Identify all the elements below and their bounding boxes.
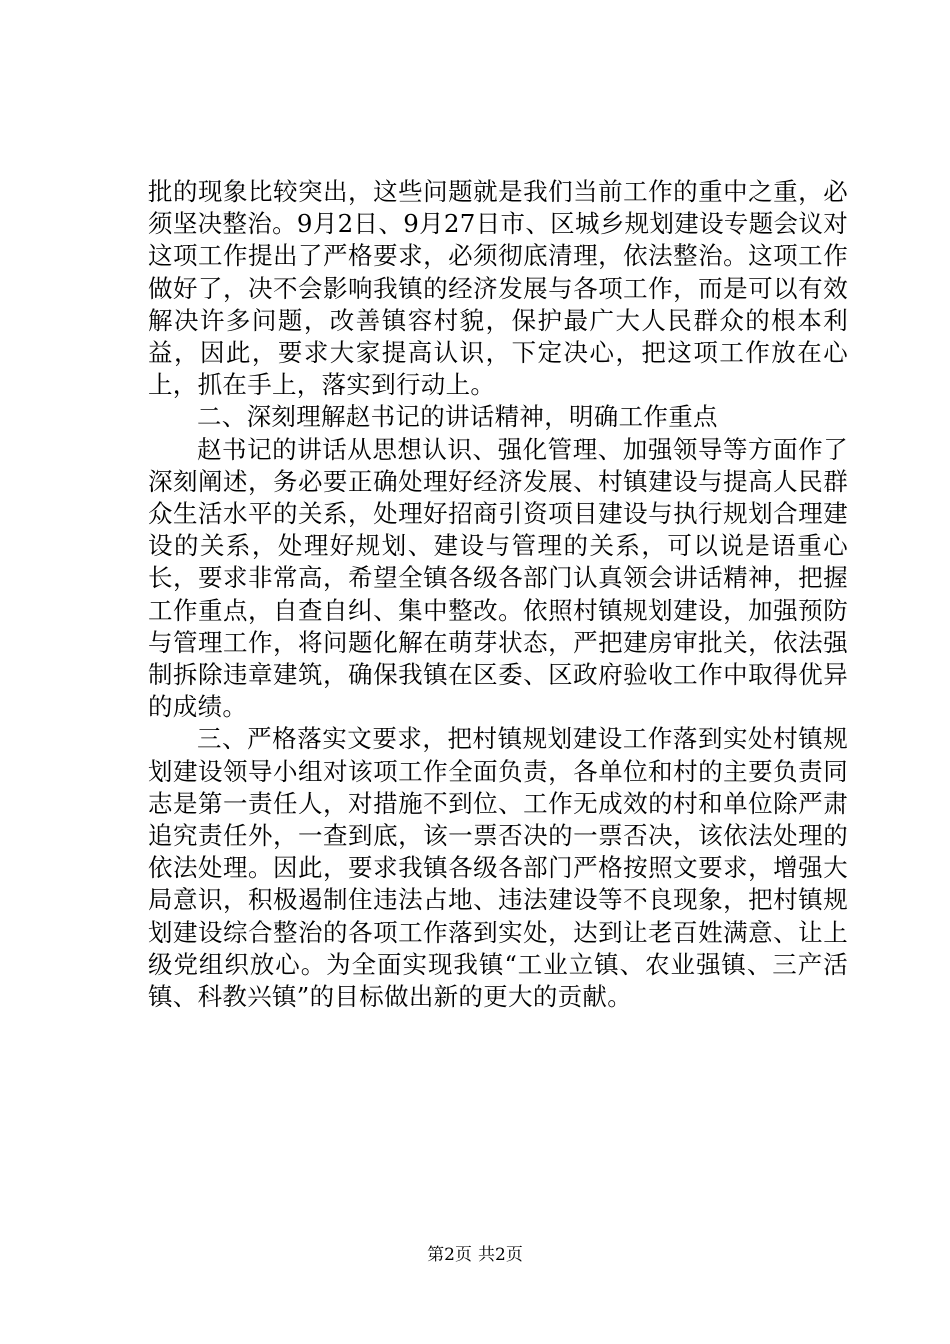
section-heading-2: 二、深刻理解赵书记的讲话精神，明确工作重点 [197, 402, 718, 432]
document-body [148, 176, 848, 1013]
page-number-current: 第2页 [427, 1245, 472, 1265]
page-footer [0, 1244, 950, 1266]
page-number-total: 共2页 [478, 1245, 523, 1265]
paragraph-continuation: 批的现象比较突出，这些问题就是我们当前工作的重中之重，必须坚决整治。9月2日、9月27日市、区城乡规划建设专题会议对这项工作提出了严格要求，必须彻底清理，依法整治。这项工作做好了，决不会影响我镇的经济发展与各项工作，而是可以有效解决许多问题，改善镇容村貌，保护最广大人民群众的根本利益，因此，要求大家提高认识，下定决心，把这项工作放在心上，抓在手上，落实到行动上。 [148, 177, 848, 400]
paragraph-section-2: 赵书记的讲话从思想认识、强化管理、加强领导等方面作了深刻阐述，务必要正确处理好经济发展、村镇建设与提高人民群众生活水平的关系，处理好招商引资项目建设与执行规划合理建设的关系，处理好规划、建设与管理的关系，可以说是语重心长，要求非常高，希望全镇各级各部门认真领会讲话精神，把握工作重点，自查自纠、集中整改。依照村镇规划建设，加强预防与管理工作，将问题化解在萌芽状态，严把建房审批关，依法强制拆除违章建筑，确保我镇在区委、区政府验收工作中取得优异的成绩。 [148, 434, 848, 722]
paragraph-section-3: 三、严格落实文要求，把村镇规划建设工作落到实处村镇规划建设领导小组对该项工作全面负责，各单位和村的主要负责同志是第一责任人，对措施不到位、工作无成效的村和单位除严肃追究责任外，一查到底，该一票否决的一票否决，该依法处理的依法处理。因此，要求我镇各级各部门严格按照文要求，增强大局意识，积极遏制住违法占地、违法建设等不良现象，把村镇规划建设综合整治的各项工作落到实处，达到让老百姓满意、让上级党组织放心。为全面实现我镇“工业立镇、农业强镇、三产活镇、科教兴镇”的目标做出新的更大的贡献。 [148, 724, 848, 1012]
